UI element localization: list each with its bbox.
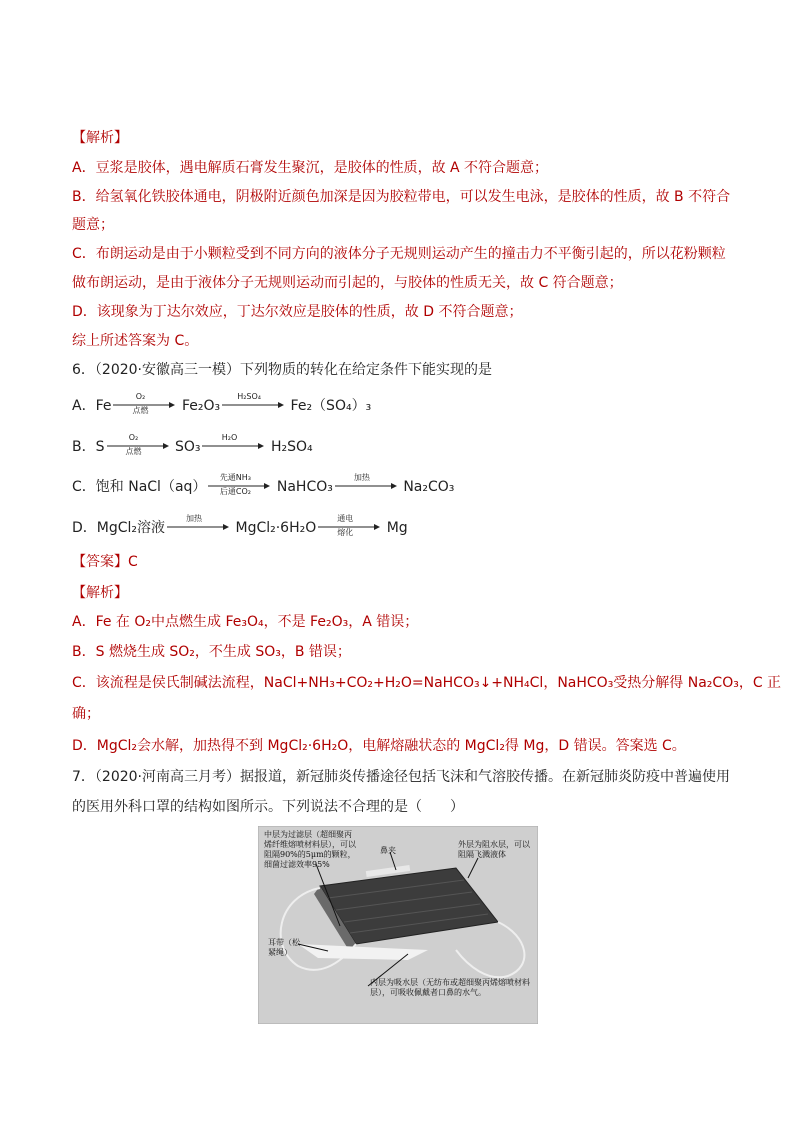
question-6-stem: 6．（2020·安徽高三一模）下列物质的转化在给定条件下能实现的是 xyxy=(72,362,492,378)
jiexi-summary: 综上所述答案为 C。 xyxy=(72,333,199,349)
reaction-arrow: 通电 熔化 xyxy=(318,517,380,537)
q6-option-c xyxy=(72,473,455,497)
question-7-stem-line2: 的医用外科口罩的结构如图所示。下列说法不合理的是（ ） xyxy=(72,799,464,815)
reaction-arrow: O₂ 点燃 xyxy=(113,395,175,415)
option-c-intermediate: NaHCO₃ xyxy=(276,479,333,495)
jiexi-option-d: D．该现象为丁达尔效应，丁达尔效应是胶体的性质，故 D 不符合题意； xyxy=(72,304,523,320)
label-inner-layer: 内层为吸水层（无纺布或超细聚丙烯熔喷材料层），可吸收佩戴者口鼻的水气。 xyxy=(370,978,530,997)
option-d-product: Mg xyxy=(386,520,408,536)
jiexi-option-c-line1: C．布朗运动是由于小颗粒受到不同方向的液体分子无规则运动产生的撞击力不平衡引起的，所以花粉颗粒 xyxy=(72,246,726,262)
option-b-reactant: B．S xyxy=(72,439,105,455)
q6-jiexi-heading: 【解析】 xyxy=(72,585,128,601)
jiexi-option-b-line1: B．给氢氧化铁胶体通电，阴极附近颜色加深是因为胶粒带电，可以发生电泳，是胶体的性质，故 B 不符合 xyxy=(72,189,731,205)
reaction-arrow: O₂ 点燃 xyxy=(107,436,169,456)
question-7-stem-line1: 7．（2020·河南高三月考）据报道，新冠肺炎传播途径包括飞沫和气溶胶传播。在新冠肺炎防疫中普遍使用 xyxy=(72,769,730,785)
jiexi-heading: 【解析】 xyxy=(72,130,128,146)
label-ear-loop: 耳带（松紧绳） xyxy=(268,938,300,957)
option-a-intermediate: Fe₂O₃ xyxy=(181,398,221,414)
q6-answer: 【答案】C xyxy=(72,554,138,570)
option-d-reactant: D．MgCl₂溶液 xyxy=(72,520,166,536)
jiexi-option-a: A．豆浆是胶体，遇电解质石膏发生聚沉，是胶体的性质，故 A 不符合题意； xyxy=(72,160,549,176)
reaction-arrow: H₂O xyxy=(202,436,264,456)
option-c-reactant: C．饱和 NaCl（aq） xyxy=(72,479,207,495)
option-b-intermediate: SO₃ xyxy=(174,439,201,455)
q6-option-d xyxy=(72,514,408,538)
option-d-intermediate: MgCl₂·6H₂O xyxy=(235,520,317,536)
reaction-arrow: H₂SO₄ xyxy=(222,395,284,415)
option-c-product: Na₂CO₃ xyxy=(403,479,455,495)
q6-jiexi-c-line2: 确； xyxy=(72,706,100,722)
q6-jiexi-c-line1: C．该流程是侯氏制碱法流程，NaCl+NH₃+CO₂+H₂O=NaHCO₃↓+NH₄Cl，NaHCO₃受热分解得 Na₂CO₃，C 正 xyxy=(72,675,782,691)
option-a-reactant: A．Fe xyxy=(72,398,112,414)
jiexi-option-c-line2: 做布朗运动，是由于液体分子无规则运动而引起的，与胶体的性质无关，故 C 符合题意； xyxy=(72,275,623,291)
q6-option-a xyxy=(72,392,372,416)
option-a-product: Fe₂（SO₄）₃ xyxy=(290,398,372,414)
q6-jiexi-b: B．S 燃烧生成 SO₂，不生成 SO₃，B 错误； xyxy=(72,644,351,660)
jiexi-option-b-line2: 题意； xyxy=(72,217,114,233)
reaction-arrow: 加热 xyxy=(167,517,229,537)
q6-jiexi-a: A．Fe 在 O₂中点燃生成 Fe₃O₄，不是 Fe₂O₃，A 错误； xyxy=(72,614,419,630)
option-b-product: H₂SO₄ xyxy=(270,439,313,455)
mask-structure-figure xyxy=(258,826,538,1024)
q6-jiexi-d: D．MgCl₂会水解，加热得不到 MgCl₂·6H₂O，电解熔融状态的 MgCl₂得 Mg，D 错误。答案选 C。 xyxy=(72,738,686,754)
reaction-arrow: 先通NH₃ 后通CO₂ xyxy=(208,476,270,496)
label-middle-layer: 中层为过滤层（超细聚丙烯纤维熔喷材料层），可以阻隔90%的5μm的颗粒，细菌过滤效率95% xyxy=(264,830,356,869)
q6-option-b xyxy=(72,433,313,457)
label-outer-layer: 外层为阻水层，可以阻隔飞溅液体 xyxy=(458,840,530,859)
label-nose-clip: 鼻夹 xyxy=(380,846,396,855)
reaction-arrow: 加热 xyxy=(335,476,397,496)
